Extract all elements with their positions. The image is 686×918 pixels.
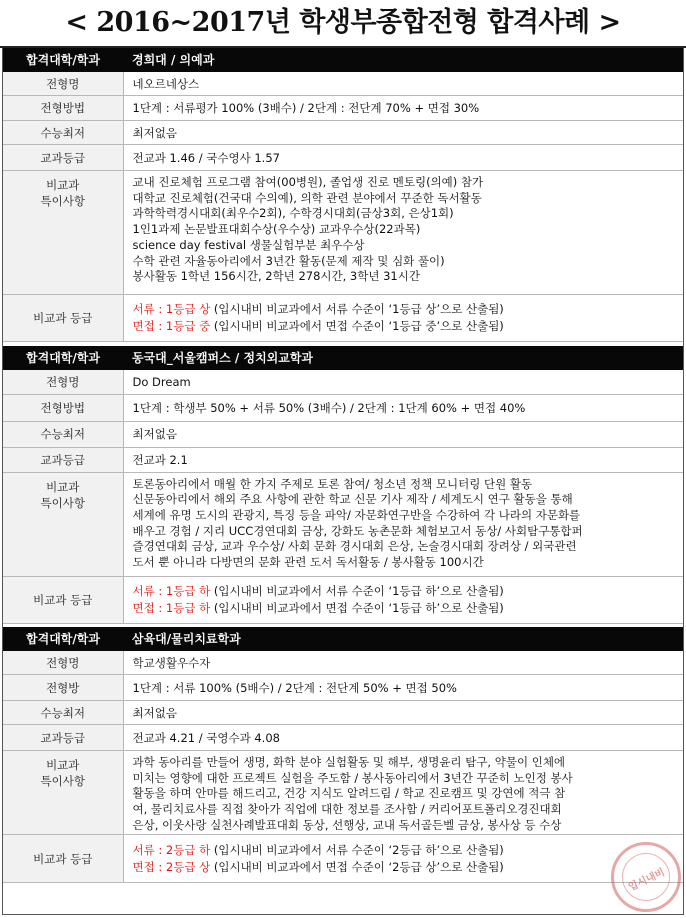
min-value: 최저없음 — [123, 701, 683, 725]
method-label: 전형방법 — [3, 394, 123, 421]
extra-line: 신문동아리에서 해외 주요 사항에 관한 학교 신문 기사 제작 / 세계도시 연구 활동을 통해 — [132, 492, 573, 507]
case-row-method — [3, 394, 683, 421]
noncurr-grade-line — [133, 842, 684, 859]
extra-line: 활동을 하며 안마를 해드리고, 건강 지식도 알려드림 / 학교 진로캠프 및 강연에 적극 참 — [132, 786, 566, 801]
grade-value: 전교과 1.46 / 국수영사 1.57 — [123, 145, 683, 171]
case-row-grade — [3, 145, 683, 171]
noncurr-grade-level: 면접 : 1등급 하 — [132, 600, 211, 615]
type-value: 학교생활우수자 — [123, 651, 683, 675]
noncurr-grade-line — [133, 859, 684, 876]
case-row-extra — [3, 751, 683, 835]
page-title: < 2016~2017년 학생부종합전형 합격사례 > — [0, 0, 686, 48]
extra-details — [123, 751, 683, 835]
cases-table — [2, 48, 684, 915]
case-header-label: 합격대학/학과 — [3, 346, 123, 370]
noncurr-grade-note: (입시내비 비교과에서 서류 수준이 ‘1등급 상’으로 산출됨) — [210, 302, 504, 316]
method-label: 전형방 — [3, 675, 123, 701]
min-label: 수능최저 — [3, 701, 123, 725]
extra-line: 즐경연대회 금상, 교과 우수상/ 사회 문화 경시대회 은상, 논술경시대회 장려상 / 외국관련 — [132, 539, 577, 554]
extra-line: 수학 관련 자율동아리에서 3년간 활동(문제 제작 및 심화 풀이) — [132, 253, 445, 268]
extra-details — [123, 472, 683, 576]
noncurr-grade-line — [133, 301, 684, 318]
case-row-type — [3, 369, 683, 394]
case-header-row — [3, 346, 683, 370]
stamp-text: 입시내비 — [627, 867, 667, 894]
case-row-grade — [3, 447, 683, 472]
noncurr-grade-values — [123, 576, 683, 623]
noncurr-grade-note: (입시내비 비교과에서 면접 수준이 ‘2등급 상’으로 산출됨) — [210, 859, 504, 874]
min-label: 수능최저 — [3, 421, 123, 447]
type-label: 전형명 — [3, 369, 123, 394]
grade-value: 전교과 2.1 — [123, 447, 683, 472]
grade-label: 교과등급 — [3, 145, 123, 171]
extra-line: 세계에 유명 도시의 관광지, 특징 등을 파악/ 자문화연구반을 수강하여 각 나라의 자문화를 — [132, 507, 581, 522]
case-row-noncurr-grade — [3, 835, 683, 883]
extra-line: 봉사활동 1학년 156시간, 2학년 278시간, 3학년 31시간 — [132, 269, 420, 284]
case-header-university: 동국대_서울캠퍼스 / 정치외교학과 — [123, 346, 683, 370]
noncurr-grade-note: (입시내비 비교과에서 면접 수준이 ‘1등급 중’으로 산출됨) — [210, 319, 504, 333]
extra-label-line: 특이사항 — [40, 774, 85, 788]
extra-line: 과학학력경시대회(최우수2회), 수학경시대회(금상3회, 은상1회) — [132, 206, 454, 221]
noncurr-grade-label: 비교과 등급 — [3, 295, 123, 342]
case-header-label: 합격대학/학과 — [3, 627, 123, 651]
noncurr-grade-label: 비교과 등급 — [3, 835, 123, 883]
grade-label: 교과등급 — [3, 725, 123, 751]
case-row-method — [3, 675, 683, 701]
case-row-min — [3, 701, 683, 725]
noncurr-grade-line — [133, 600, 684, 617]
case-row-type — [3, 651, 683, 675]
noncurr-grade-line — [133, 318, 684, 335]
case-row-min — [3, 121, 683, 145]
min-value: 최저없음 — [123, 121, 683, 145]
extra-line: 도서 뿐 아니라 다방면의 문화 관련 도서 독서활동 / 봉사활동 100시간 — [132, 555, 484, 570]
case-row-noncurr-grade — [3, 576, 683, 623]
extra-line: 배우고 경험 / 지리 UCC경연대회 금상, 강화도 농촌문화 체험보고서 동상/ 사회탐구통합퍼 — [132, 523, 583, 538]
extra-label-line: 비교과 — [46, 178, 80, 192]
extra-line: 교내 진로체험 프로그램 참여(00병원), 졸업생 진로 멘토링(의예) 참가 — [132, 175, 484, 189]
extra-line: science day festival 생물실험부분 최우수상 — [132, 237, 365, 252]
extra-details — [123, 171, 683, 295]
noncurr-grade-level: 면접 : 2등급 상 — [132, 859, 211, 874]
extra-line: 대학교 진로체험(건국대 수의예), 의학 관련 분야에서 꾸준한 독서활동 — [132, 190, 482, 205]
method-value: 1단계 : 서류평가 100% (3배수) / 2단계 : 전단계 70% + 면접 30% — [123, 96, 683, 121]
case-header-label: 합격대학/학과 — [3, 48, 123, 72]
noncurr-grade-line — [133, 583, 684, 600]
case-header-university: 경희대 / 의예과 — [123, 48, 683, 72]
noncurr-grade-values — [123, 835, 683, 883]
type-label: 전형명 — [3, 651, 123, 675]
grade-label: 교과등급 — [3, 447, 123, 472]
extra-label-line: 비교과 — [46, 479, 80, 494]
case-row-min — [3, 421, 683, 447]
extra-line: 1인1과제 논문발표대회수상(우수상) 교과우수상(22과목) — [132, 222, 421, 237]
case-row-extra — [3, 472, 683, 576]
case-header-row — [3, 48, 683, 72]
seal-stamp-icon — [611, 842, 681, 912]
noncurr-grade-values — [123, 295, 683, 342]
noncurr-grade-level: 서류 : 1등급 하 — [132, 583, 211, 598]
extra-label-line: 비교과 — [46, 758, 80, 772]
min-label: 수능최저 — [3, 121, 123, 145]
method-label: 전형방법 — [3, 96, 123, 121]
extra-line: 과학 동아리를 만들어 생명, 화학 분야 실험활동 및 해부, 생명윤리 탐구, 약물이 인체에 — [132, 755, 566, 769]
type-label: 전형명 — [3, 72, 123, 96]
case-row-extra — [3, 171, 683, 295]
extra-line: 은상, 이웃사랑 실천사례발표대회 동상, 선행상, 교내 독서골든벨 금상, 봉사상 등 수상 — [132, 817, 562, 832]
type-value: Do Dream — [123, 369, 683, 394]
noncurr-grade-label: 비교과 등급 — [3, 576, 123, 623]
extra-label — [3, 751, 123, 835]
case-header-university: 삼육대/물리치료학과 — [123, 627, 683, 651]
case-header-row — [3, 627, 683, 651]
noncurr-grade-level: 서류 : 2등급 하 — [132, 842, 211, 857]
method-value: 1단계 : 학생부 50% + 서류 50% (3배수) / 2단계 : 1단계 60% + 면접 40% — [123, 394, 683, 421]
type-value: 네오르네상스 — [123, 72, 683, 96]
extra-label — [3, 171, 123, 295]
method-value: 1단계 : 서류 100% (5배수) / 2단계 : 전단계 50% + 면접 50% — [123, 675, 683, 701]
cases-grid — [3, 48, 683, 883]
extra-line: 여, 물리치료사를 직접 찾아가 직업에 대한 정보를 조사함 / 커리어포트폴리오경진대회 — [132, 802, 562, 817]
noncurr-grade-note: (입시내비 비교과에서 서류 수준이 ‘1등급 하’으로 산출됨) — [210, 583, 504, 598]
noncurr-grade-level: 서류 : 1등급 상 — [132, 302, 211, 316]
noncurr-grade-level: 면접 : 1등급 중 — [132, 319, 211, 333]
case-row-type — [3, 72, 683, 96]
noncurr-grade-note: (입시내비 비교과에서 면접 수준이 ‘1등급 하’으로 산출됨) — [210, 600, 504, 615]
extra-line: 토론동아리에서 매월 한 가지 주제로 토론 참여/ 청소년 정책 모니터링 단원 활동 — [132, 476, 533, 491]
extra-line: 미치는 영향에 대한 프로젝트 실험을 주도함 / 봉사동아리에서 3년간 꾸준히 노인정 봉사 — [132, 770, 573, 785]
case-row-grade — [3, 725, 683, 751]
noncurr-grade-note: (입시내비 비교과에서 서류 수준이 ‘2등급 하’으로 산출됨) — [210, 842, 504, 857]
extra-label-line: 특이사항 — [40, 194, 85, 208]
grade-value: 전교과 4.21 / 국영수과 4.08 — [123, 725, 683, 751]
min-value: 최저없음 — [123, 421, 683, 447]
extra-label — [3, 472, 123, 576]
extra-label-line: 특이사항 — [40, 495, 85, 510]
case-row-noncurr-grade — [3, 295, 683, 342]
case-row-method — [3, 96, 683, 121]
